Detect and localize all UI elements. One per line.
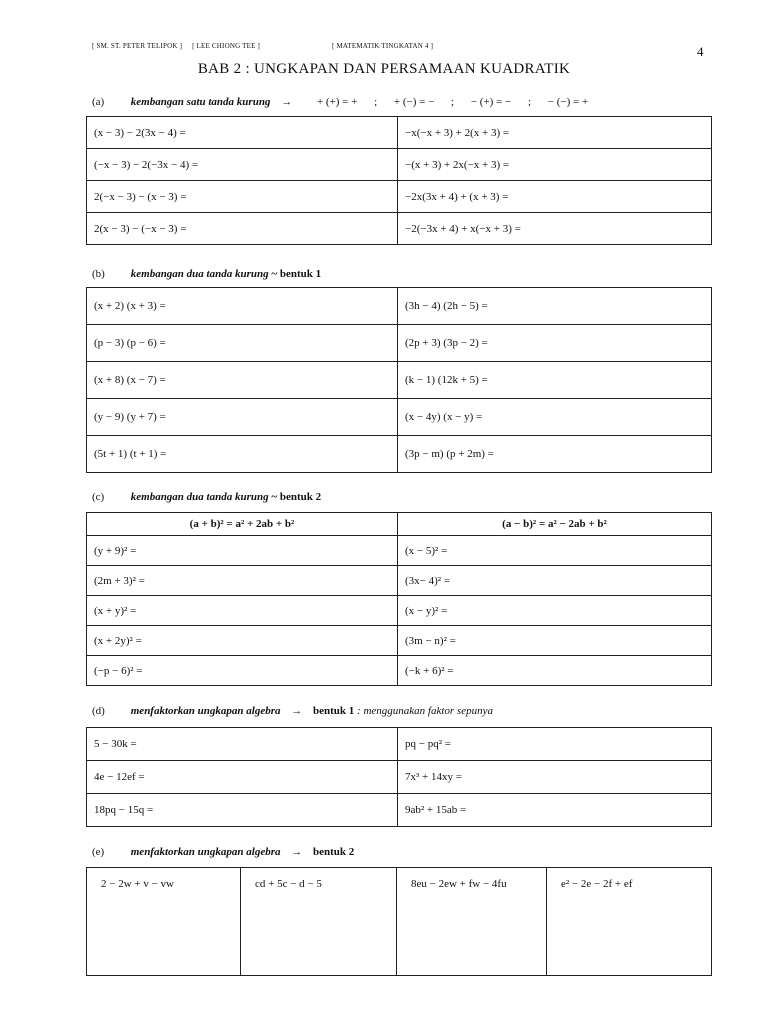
- exercise-cell: (2m + 3)² =: [87, 566, 398, 596]
- formula-header-minus: (a − b)² = a² − 2ab + b²: [398, 513, 712, 536]
- table-row: [87, 656, 712, 686]
- exercise-cell: 8eu − 2ew + fw − 4fu: [397, 868, 547, 976]
- section-c-heading: [92, 491, 321, 503]
- section-e-table: [86, 867, 712, 976]
- rule: + (+) = +: [316, 96, 358, 108]
- exercise-cell: (−k + 6)² =: [398, 656, 712, 686]
- exercise-cell: 9ab² + 15ab =: [398, 794, 712, 827]
- exercise-cell: (k − 1) (12k + 5) =: [398, 362, 712, 399]
- exercise-cell: −x(−x + 3) + 2(x + 3) =: [398, 117, 712, 149]
- right-arrow-icon: →: [291, 705, 303, 717]
- table-row: [87, 325, 712, 362]
- exercise-cell: (x + 2y)² =: [87, 626, 398, 656]
- table-row: [87, 626, 712, 656]
- table-row: [87, 149, 712, 181]
- table-row: [87, 761, 712, 794]
- table-row: [87, 596, 712, 626]
- section-d-heading: [92, 705, 493, 717]
- exercise-cell: −2(−3x + 4) + x(−x + 3) =: [398, 213, 712, 245]
- section-e-description: menfaktorkan ungkapan algebra: [130, 846, 281, 858]
- exercise-cell: cd + 5c − d − 5: [241, 868, 397, 976]
- table-row: [87, 399, 712, 436]
- table-row: [87, 362, 712, 399]
- exercise-cell: (x − 4y) (x − y) =: [398, 399, 712, 436]
- rule-separator: ;: [527, 96, 532, 108]
- exercise-cell: (p − 3) (p − 6) =: [87, 325, 398, 362]
- exercise-cell: (−x − 3) − 2(−3x − 4) =: [87, 149, 398, 181]
- formula-header-plus: (a + b)² = a² + 2ab + b²: [87, 513, 398, 536]
- rule: − (+) = −: [470, 96, 512, 108]
- section-d-description: menfaktorkan ungkapan algebra: [130, 705, 281, 717]
- exercise-cell: (x − y)² =: [398, 596, 712, 626]
- table-row: [87, 181, 712, 213]
- section-d-method: : menggunakan faktor sepunya: [357, 705, 493, 717]
- table-row: [87, 566, 712, 596]
- section-c-form: bentuk 2: [279, 491, 322, 503]
- school-name: [ SM. ST. PETER TELIPOK ]: [92, 42, 183, 50]
- table-row: [87, 288, 712, 325]
- section-e-label: (e): [92, 846, 105, 858]
- exercise-cell: (x − 5)² =: [398, 536, 712, 566]
- author-name: [ LEE CHIONG TEE ]: [192, 42, 261, 50]
- exercise-cell: (5t + 1) (t + 1) =: [87, 436, 398, 473]
- exercise-cell: 7x³ + 14xy =: [398, 761, 712, 794]
- page-title: BAB 2 : UNGKAPAN DAN PERSAMAAN KUADRATIK: [197, 61, 571, 77]
- section-d-label: (d): [92, 705, 105, 717]
- table-header-row: [87, 513, 712, 536]
- section-a-description: kembangan satu tanda kurung: [130, 96, 271, 108]
- subject-name: [ MATEMATIK TINGKATAN 4 ]: [332, 42, 434, 50]
- exercise-cell: (x + 8) (x − 7) =: [87, 362, 398, 399]
- section-a-heading: [92, 96, 588, 108]
- exercise-cell: −2x(3x + 4) + (x + 3) =: [398, 181, 712, 213]
- exercise-cell: pq − pq² =: [398, 728, 712, 761]
- section-d-form: bentuk 1: [313, 705, 355, 717]
- right-arrow-icon: →: [281, 96, 293, 108]
- section-a-table: [86, 116, 712, 245]
- section-b-heading: [92, 268, 321, 280]
- rule: + (−) = −: [393, 96, 435, 108]
- exercise-cell: e² − 2e − 2f + ef: [547, 868, 712, 976]
- section-b-description: kembangan dua tanda kurung: [130, 268, 269, 280]
- exercise-cell: 2 − 2w + v − vw: [87, 868, 241, 976]
- sign-rules: [303, 96, 588, 108]
- exercise-cell: 5 − 30k =: [87, 728, 398, 761]
- section-b-form: bentuk 1: [279, 268, 322, 280]
- section-c-table: [86, 512, 712, 686]
- exercise-cell: (2p + 3) (3p − 2) =: [398, 325, 712, 362]
- exercise-cell: −(x + 3) + 2x(−x + 3) =: [398, 149, 712, 181]
- exercise-cell: (y + 9)² =: [87, 536, 398, 566]
- tilde-symbol: ~: [271, 491, 278, 503]
- page-header: [92, 42, 732, 50]
- page-number: 4: [697, 44, 704, 59]
- table-row: [87, 117, 712, 149]
- section-b-label: (b): [92, 268, 105, 280]
- exercise-cell: 2(−x − 3) − (x − 3) =: [87, 181, 398, 213]
- exercise-cell: (y − 9) (y + 7) =: [87, 399, 398, 436]
- rule: − (−) = +: [547, 96, 589, 108]
- right-arrow-icon: →: [291, 846, 303, 858]
- table-row: [87, 794, 712, 827]
- section-c-label: (c): [92, 491, 105, 503]
- table-row: [87, 728, 712, 761]
- section-e-heading: [92, 846, 354, 858]
- rule-separator: ;: [374, 96, 378, 108]
- section-c-description: kembangan dua tanda kurung: [130, 491, 269, 503]
- exercise-cell: (3x− 4)² =: [398, 566, 712, 596]
- exercise-cell: (3h − 4) (2h − 5) =: [398, 288, 712, 325]
- exercise-cell: (x + y)² =: [87, 596, 398, 626]
- exercise-cell: 18pq − 15q =: [87, 794, 398, 827]
- exercise-cell: (3m − n)² =: [398, 626, 712, 656]
- section-d-table: [86, 727, 712, 827]
- table-row: [87, 868, 712, 976]
- exercise-cell: 4e − 12ef =: [87, 761, 398, 794]
- table-row: [87, 213, 712, 245]
- section-a-label: (a): [92, 96, 105, 108]
- exercise-cell: (x + 2) (x + 3) =: [87, 288, 398, 325]
- table-row: [87, 436, 712, 473]
- section-e-form: bentuk 2: [313, 846, 355, 858]
- exercise-cell: 2(x − 3) − (−x − 3) =: [87, 213, 398, 245]
- section-b-table: [86, 287, 712, 473]
- exercise-cell: (3p − m) (p + 2m) =: [398, 436, 712, 473]
- exercise-cell: (x − 3) − 2(3x − 4) =: [87, 117, 398, 149]
- exercise-cell: (−p − 6)² =: [87, 656, 398, 686]
- table-row: [87, 536, 712, 566]
- tilde-symbol: ~: [271, 268, 278, 280]
- rule-separator: ;: [451, 96, 455, 108]
